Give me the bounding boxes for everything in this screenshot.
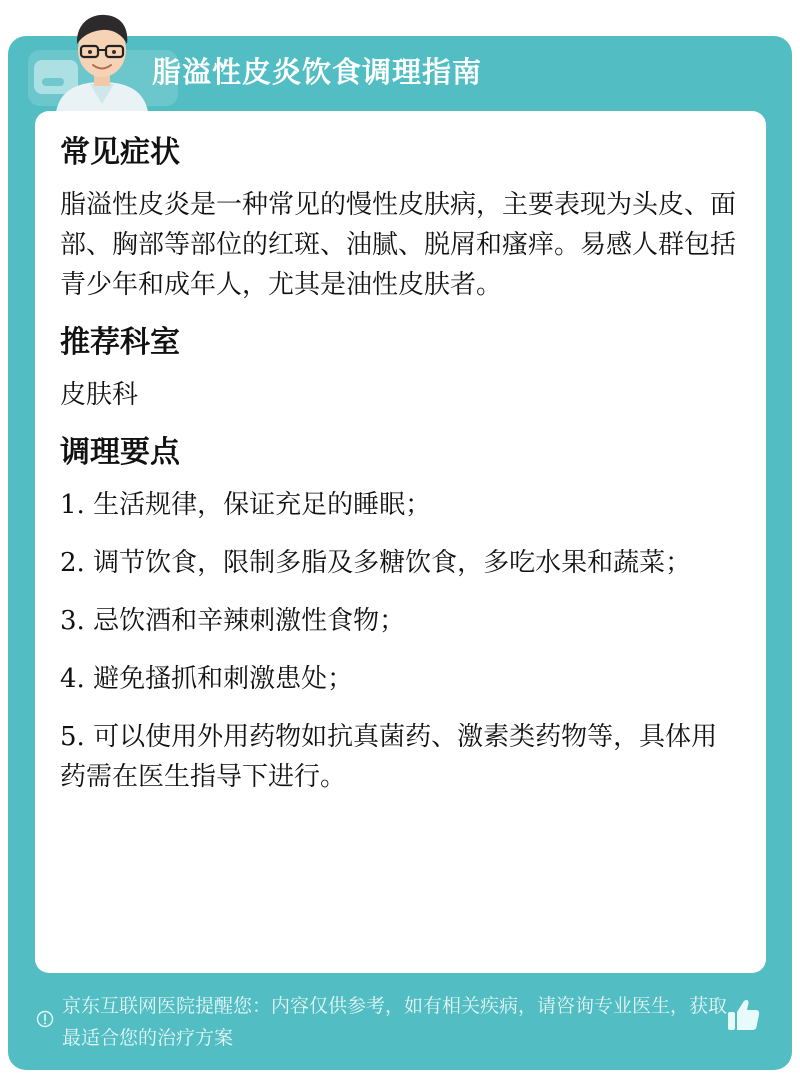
list-item bbox=[60, 601, 740, 641]
disclaimer-text: 京东互联网医院提醒您：内容仅供参考，如有相关疾病，请咨询专业医生，获取最适合您的治疗方案 bbox=[62, 995, 728, 1049]
list-item-text: 可以使用外用药物如抗真菌药、激素类药物等，具体用药需在医生指导下进行。 bbox=[60, 722, 718, 792]
symptoms-title: 常见症状 bbox=[60, 135, 180, 170]
list-item-number: 3. bbox=[60, 606, 85, 636]
list-item bbox=[60, 543, 740, 583]
list-item-number: 4. bbox=[60, 664, 85, 694]
list-item-text: 避免搔抓和刺激患处； bbox=[93, 664, 354, 694]
list-item-number: 2. bbox=[60, 548, 85, 578]
list-item bbox=[60, 659, 740, 699]
page-title: 脂溢性皮炎饮食调理指南 bbox=[152, 55, 483, 89]
list-item bbox=[60, 717, 740, 797]
card-content bbox=[60, 133, 740, 815]
thumbs-up-icon[interactable] bbox=[724, 996, 762, 1034]
tips-list bbox=[60, 485, 740, 797]
department-text: 皮肤科 bbox=[60, 380, 139, 410]
info-circle-icon bbox=[36, 1010, 54, 1028]
doctor-avatar-icon bbox=[50, 4, 154, 112]
list-item-number: 5. bbox=[60, 722, 85, 752]
list-item-number: 1. bbox=[60, 490, 85, 520]
department-title: 推荐科室 bbox=[60, 325, 180, 360]
list-item-text: 调节饮食，限制多脂及多糖饮食，多吃水果和蔬菜； bbox=[93, 548, 692, 578]
content-card bbox=[35, 111, 766, 973]
list-item-text: 生活规律，保证充足的睡眠； bbox=[93, 490, 432, 520]
list-item bbox=[60, 485, 740, 525]
tips-title: 调理要点 bbox=[60, 435, 180, 470]
symptoms-text: 脂溢性皮炎是一种常见的慢性皮肤病，主要表现为头皮、面部、胸部等部位的红斑、油腻、脱屑和瘙痒。易感人群包括青少年和成年人，尤其是油性皮肤者。 bbox=[60, 190, 737, 300]
list-item-text: 忌饮酒和辛辣刺激性食物； bbox=[93, 606, 406, 636]
